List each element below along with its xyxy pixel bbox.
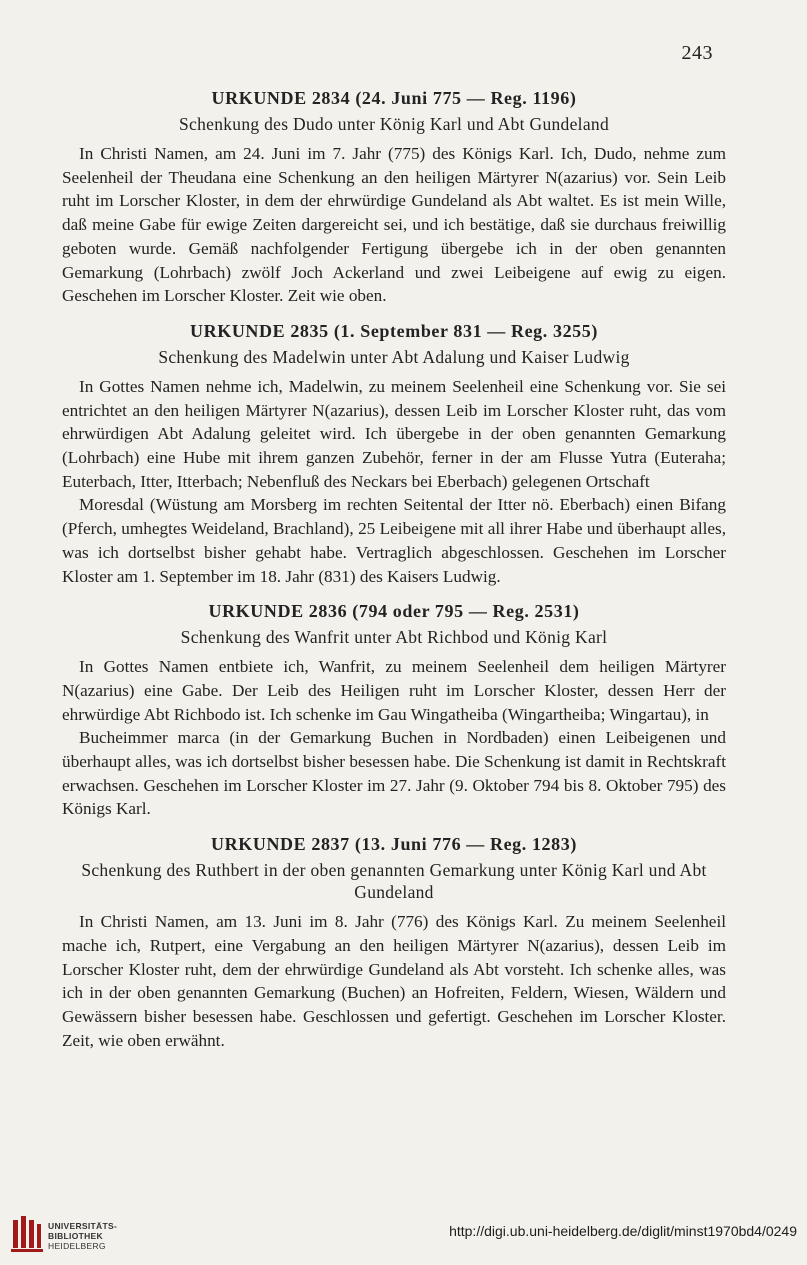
- section-paragraph: In Christi Namen, am 13. Juni im 8. Jahr (776) des Königs Karl. Zu meinem Seelenheil mache ich, Rutpert, eine Vergabung an den heiligen Märtyrer N(azarius), dessen Leib im Lorscher Kloster ruht, dem der ehrwürdige Gundeland als Abt vorsteht. Ich schenke alles, was ich in der oben genannten Gemarkung (Buchen) an Hofreiten, Feldern, Wiesen, Wäldern und Gewässern bisher besessen habe. Geschlossen und gefertigt. Geschehen im Lorscher Kloster. Zeit, wie oben erwähnt.: [62, 912, 726, 1050]
- library-name: [48, 1221, 117, 1251]
- section-paragraph: Bucheimmer marca (in der Gemarkung Buchen in Nordbaden) einen Leibeigenen und überhaupt alles, was ich dortselbst bisher besessen habe. Die Schenkung ist damit in Rechtskraft erwachsen. Geschehen im Lorscher Kloster im 27. Jahr (9. Oktober 794 bis 8. Oktober 795) des Königs Karl.: [62, 728, 726, 819]
- section-title: Schenkung des Ruthbert in der oben genannten Gemarkung unter König Karl und Abt Gundeland: [81, 860, 707, 903]
- section-title: Schenkung des Dudo unter König Karl und Abt Gundeland: [178, 114, 609, 134]
- section-heading: URKUNDE 2835 (1. September 831 — Reg. 3255): [190, 320, 598, 341]
- section-heading: URKUNDE 2834 (24. Juni 775 — Reg. 1196): [211, 88, 577, 108]
- document-body: [62, 86, 726, 1063]
- section-title: Schenkung des Wanfrit unter Abt Richbod und König Karl: [180, 627, 608, 648]
- library-name-line: HEIDELBERG: [48, 1241, 106, 1251]
- section-paragraph: In Gottes Namen entbiete ich, Wanfrit, zu meinem Seelenheil dem heiligen Märtyrer N(azarius) eine Gabe. Der Leib des Heiligen ruht im Lorscher Kloster, dessen Herr der ehrwürdige Abt Richbodo ist. Ich schenke im Gau Wingatheiba (Wingartheiba; Wingartau), in: [62, 657, 726, 724]
- section-paragraph: Moresdal (Wüstung am Morsberg im rechten Seitental der Itter nö. Eberbach) einen Bifang (Pferch, umhegtes Weideland, Brachland), 25 Leibeigene mit all ihrer Habe und überhaupt alles, was ich dortselbst bisher gehabt habe. Vertraglich abgeschlossen. Geschehen im Lorscher Kloster am 1. September im 18. Jahr (831) des Kaisers Ludwig.: [62, 495, 726, 586]
- document-section-2835: [62, 319, 726, 588]
- section-heading: URKUNDE 2837 (13. Juni 776 — Reg. 1283): [211, 834, 577, 855]
- section-paragraph: In Christi Namen, am 24. Juni im 7. Jahr (775) des Königs Karl. Ich, Dudo, nehme zum Seelenheil der Theudana eine Schenkung an den heiligen Märtyrer N(azarius) vor. Sein Leib ruht im Lorscher Kloster, in dem der ehrwürdige Gundeland als Abt waltet. Es ist mein Wille, daß meine Gabe für ewige Zeiten dargereicht sei, und ich bestätige, daß sie durchaus freiwillig geboten wurde. Gemäß nachfolgender Fertigung übergebe ich in der oben genannten Gemarkung (Lohrbach) zwölf Joch Ackerland und zwei Leibeigene auf ewig zu eigen. Geschehen im Lorscher Kloster. Zeit wie oben.: [62, 144, 726, 306]
- document-section-2836: [62, 599, 726, 821]
- section-paragraph: In Gottes Namen nehme ich, Madelwin, zu meinem Seelenheil eine Schenkung vor. Sie sei entrichtet an den heiligen Märtyrer N(azarius), dessen Leib im Lorscher Kloster ruht, das vom ehrwürdigen Abt Adalung geleitet wird. Ich übergebe in der oben genannten Gemarkung (Lohrbach) eine Hube mit ihrem ganzen Zubehör, ferner in der am Flusse Yutra (Euteraha; Euterbach, Itter, Itterbach; Nebenfluß des Neckars bei Eberbach) gelegenen Ortschaft: [62, 376, 726, 491]
- page-footer: [0, 1210, 807, 1265]
- section-heading: URKUNDE 2836 (794 oder 795 — Reg. 2531): [208, 601, 580, 622]
- page-number: 243: [681, 42, 713, 64]
- library-name-line: BIBLIOTHEK: [48, 1231, 103, 1241]
- section-title: Schenkung des Madelwin unter Abt Adalung und Kaiser Ludwig: [158, 346, 630, 367]
- university-library-logo-icon: [10, 1214, 44, 1254]
- library-name-line: UNIVERSITÄTS-: [48, 1221, 118, 1231]
- document-section-2837: [62, 832, 726, 1052]
- source-url-link[interactable]: http://digi.ub.uni-heidelberg.de/diglit/minst1970bd4/0249: [449, 1223, 797, 1239]
- document-section-2834: [62, 86, 726, 308]
